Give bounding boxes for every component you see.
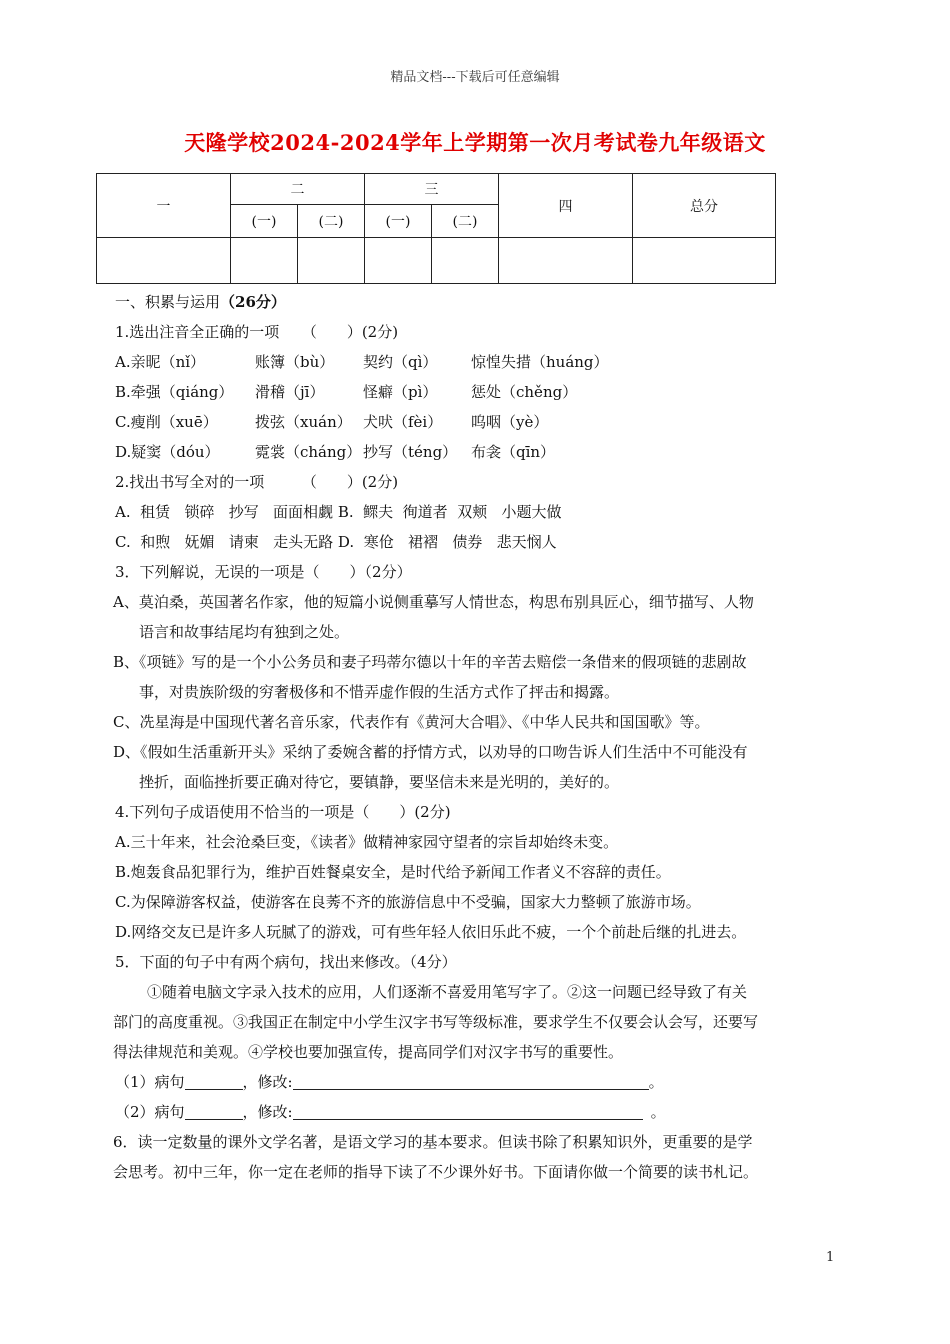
exam-content [115,287,835,1187]
q2-line-c: C. 和煦 妩媚 请柬 走头无路 D. 寒伧 裙褶 债券 悲天悯人 [115,533,557,551]
q1-option-row [115,347,835,377]
q3-option-d: D、《假如生活重新开头》采纳了委婉含蓄的抒情方式，以劝导的口吻告诉人们生活中不可能没有 [113,743,748,761]
q1-option-item: C.瘦削（xuē） [115,413,218,431]
q1-option-item: 抄写（téng） [363,443,458,461]
q1-options [115,347,835,467]
answer-blank[interactable] [185,1101,243,1120]
score-cell[interactable] [231,238,298,284]
score-cell[interactable] [97,238,231,284]
answer-blank[interactable] [293,1071,649,1090]
score-col-total: 总分 [633,174,776,238]
score-col-4: 四 [499,174,633,238]
q1-option-item: D.疑窦（dóu） [115,443,220,461]
q3-option-b: B、《项链》写的是一个小公务员和妻子玛蒂尔德以十年的辛苦去赔偿一条借来的假项链的悲剧故 [113,653,747,671]
q1-option-item: 布衾（qīn） [471,443,556,461]
q3-stem: 3．下列解说，无误的一项是（ ）（2分） [115,563,412,581]
score-col-1: 一 [97,174,231,238]
score-sub-3: (一) [365,205,432,238]
q4-option-a: A.三十年来，社会沧桑巨变，《读者》做精神家园守望者的宗旨却始终未变。 [115,833,619,851]
q2-stem: 2.找出书写全对的一项 （ ）(2分) [115,473,399,491]
score-col-3: 三 [365,174,499,205]
answer-blank[interactable] [185,1071,243,1090]
q2-line-a: A. 租赁 锁碎 抄写 面面相觑 B. 鳏夫 徇道者 双颊 小题大做 [115,503,562,521]
q3-option-a: A、莫泊桑，英国著名作家，他的短篇小说侧重摹写人情世态，构思布别具匠心，细节描写、人物 [113,593,754,611]
score-cell[interactable] [298,238,365,284]
q3-option-c: C、冼星海是中国现代著名音乐家，代表作有《黄河大合唱》、《中华人民共和国国歌》等。 [113,713,710,731]
q1-option-item: 滑稽（jī） [255,383,325,401]
page-number: 1 [826,1250,835,1265]
answer-blank[interactable] [293,1101,643,1120]
q5-para-2: 部门的高度重视。③我国正在制定中小学生汉字书写等级标准，要求学生不仅要会认会写，还要写 [113,1013,759,1031]
q1-option-item: 霓裳（cháng） [255,443,362,461]
q1-option-item: 呜咽（yè） [471,413,549,431]
score-cell[interactable] [365,238,432,284]
q5-para-1: ①随着电脑文字录入技术的应用，人们逐渐不喜爱用笔写字了。②这一问题已经导致了有关 [147,983,748,1001]
score-cell[interactable] [633,238,776,284]
q1-option-item: 犬吠（fèi） [363,413,443,431]
score-table [96,173,776,284]
q4-option-d: D.网络交友已是许多人玩腻了的游戏，可有些年轻人依旧乐此不疲，一个个前赴后继的扎进去。 [115,923,747,941]
q1-option-row [115,437,835,467]
q3-option-d-cont: 挫折，面临挫折要正确对待它，要镇静，要坚信未来是光明的，美好的。 [139,773,620,791]
q1-option-item: 账簿（bù） [255,353,335,371]
q5-para-3: 得法律规范和美观。④学校也要加强宣传，提高同学们对汉字书写的重要性。 [113,1043,624,1061]
q1-option-item: B.牵强（qiáng） [115,383,234,401]
q1-option-item: 契约（qì） [363,353,438,371]
score-col-2: 二 [231,174,365,205]
q1-option-item: 惊惶失措（huáng） [471,353,609,371]
q3-option-b-cont: 事，对贵族阶级的穷奢极侈和不惜弄虚作假的生活方式作了抨击和揭露。 [139,683,620,701]
score-cell[interactable] [499,238,633,284]
q4-option-c: C.为保障游客权益，使游客在良莠不齐的旅游信息中不受骗，国家大力整顿了旅游市场。 [115,893,701,911]
exam-title: 天隆学校2024-2024学年上学期第一次月考试卷九年级语文 [184,130,766,155]
q6-para-2: 会思考。初中三年，你一定在老师的指导下读了不少课外好书。下面请你做一个简要的读书札记。 [113,1163,759,1181]
q1-option-item: 拨弦（xuán） [255,413,352,431]
q1-option-item: 怪癖（pì） [363,383,438,401]
q5-answer-2: （2）病句 ，修改: 。 [115,1103,666,1121]
q3-option-a-cont: 语言和故事结尾均有独到之处。 [139,623,350,641]
q5-answer-1: （1）病句 ，修改: 。 [115,1073,664,1091]
q1-stem: 1.选出注音全正确的一项 （ ）(2分) [115,323,399,341]
q4-stem: 4.下列句子成语使用不恰当的一项是（ ）(2分) [115,803,451,821]
q4-option-b: B.炮轰食品犯罪行为，维护百姓餐桌安全，是时代给予新闻工作者义不容辞的责任。 [115,863,671,881]
score-cell[interactable] [432,238,499,284]
score-sub-4: (二) [432,205,499,238]
page-header: 精品文档---下载后可任意编辑 [390,70,560,85]
q6-para-1: 6．读一定数量的课外文学名著，是语文学习的基本要求。但读书除了积累知识外，更重要的是学 [113,1133,753,1151]
score-sub-1: (一) [231,205,298,238]
score-sub-2: (二) [298,205,365,238]
q5-stem: 5．下面的句子中有两个病句，找出来修改。（4分） [115,953,457,971]
q1-option-item: A.亲昵（nǐ） [115,353,206,371]
q1-option-row [115,407,835,437]
q1-option-row [115,377,835,407]
q1-option-item: 惩处（chěng） [471,383,578,401]
section-heading: 一、积累与运用（26分） [115,293,286,311]
